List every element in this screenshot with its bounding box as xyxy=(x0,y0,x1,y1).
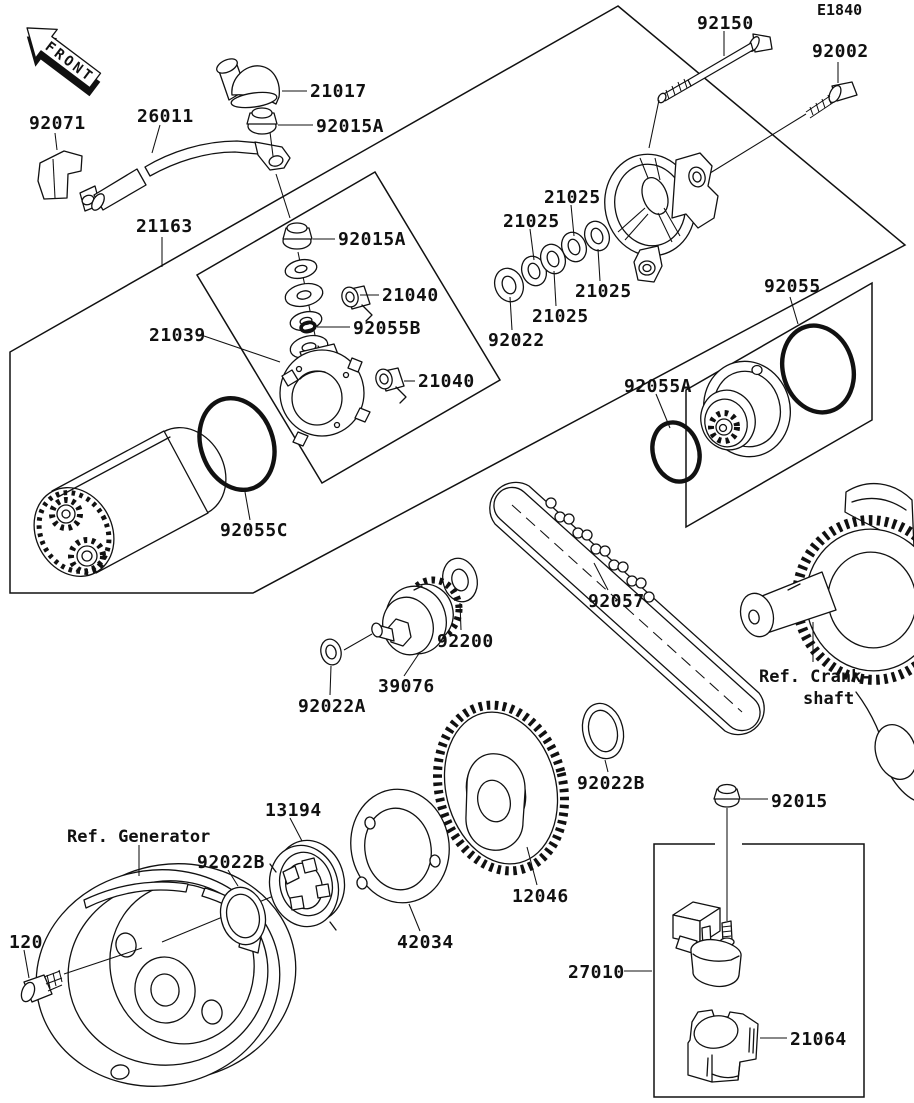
label-21025-1: 21025 xyxy=(544,187,601,208)
label-21017: 21017 xyxy=(310,81,367,102)
washer-92022b-right-part xyxy=(577,699,629,763)
bolt-92002-part xyxy=(806,82,857,118)
pinion-92055a-group xyxy=(693,352,801,467)
end-cover-part xyxy=(595,100,806,282)
flywheel-part xyxy=(22,848,310,1102)
nut-92015-part xyxy=(714,785,740,922)
label-21064: 21064 xyxy=(790,1029,847,1050)
label-21025-3: 21025 xyxy=(575,281,632,302)
battery-cable-26011-part xyxy=(80,132,290,218)
label-92071: 92071 xyxy=(29,113,86,134)
label-26011: 26011 xyxy=(137,106,194,127)
label-92022: 92022 xyxy=(488,330,545,351)
label-12046: 12046 xyxy=(512,886,569,907)
label-92055b: 92055B xyxy=(353,318,422,339)
oring-92022a-part xyxy=(318,637,344,667)
oring-92055a-part xyxy=(646,417,707,487)
label-21039: 21039 xyxy=(149,325,206,346)
armature-part xyxy=(19,414,241,591)
crankshaft-ref-part xyxy=(736,484,914,800)
label-ref-crankshaft-2: shaft xyxy=(803,689,855,709)
label-92015: 92015 xyxy=(771,791,828,812)
label-42034: 42034 xyxy=(397,932,454,953)
label-21025-2: 21025 xyxy=(503,211,560,232)
label-92015a-2: 92015A xyxy=(338,229,407,250)
label-27010: 27010 xyxy=(568,962,625,983)
label-21040-1: 21040 xyxy=(382,285,439,306)
label-92150: 92150 xyxy=(697,13,754,34)
label-21025-4: 21025 xyxy=(532,306,589,327)
label-92022a: 92022A xyxy=(298,696,367,717)
label-13194: 13194 xyxy=(265,800,322,821)
label-ref-crankshaft-1: Ref. Crank- xyxy=(759,667,872,687)
label-ref-generator: Ref. Generator xyxy=(67,827,211,847)
front-arrow xyxy=(11,14,110,103)
label-92055a: 92055A xyxy=(624,376,693,397)
terminal-cap-92071-part xyxy=(38,151,82,199)
brush-holder-21039-part xyxy=(280,344,370,446)
label-92022b-right: 92022B xyxy=(577,773,646,794)
label-39076: 39076 xyxy=(378,676,435,697)
label-92022b-left: 92022B xyxy=(197,852,266,873)
label-92055: 92055 xyxy=(764,276,821,297)
label-21163: 21163 xyxy=(136,216,193,237)
label-92200: 92200 xyxy=(437,631,494,652)
page-code-label: E1840 xyxy=(817,1,863,19)
label-92057: 92057 xyxy=(588,591,645,612)
brush-21040-1-part xyxy=(340,285,372,321)
label-21040-2: 21040 xyxy=(418,371,475,392)
label-92015a-1: 92015A xyxy=(316,116,385,137)
label-120: 120 xyxy=(9,932,44,953)
boot-21017-part xyxy=(214,56,279,110)
brush-21040-2-part xyxy=(374,367,406,403)
flange-nut-92015a-1-part xyxy=(247,108,277,134)
bolt-92150-part xyxy=(656,34,772,104)
assembly-box-solenoid xyxy=(654,844,864,1097)
solenoid-27010-part xyxy=(673,902,741,986)
label-92055c: 92055C xyxy=(220,520,289,541)
boot-21064-part xyxy=(688,1010,758,1082)
front-arrow-label: FRONT xyxy=(41,38,98,86)
label-92002: 92002 xyxy=(812,41,869,62)
